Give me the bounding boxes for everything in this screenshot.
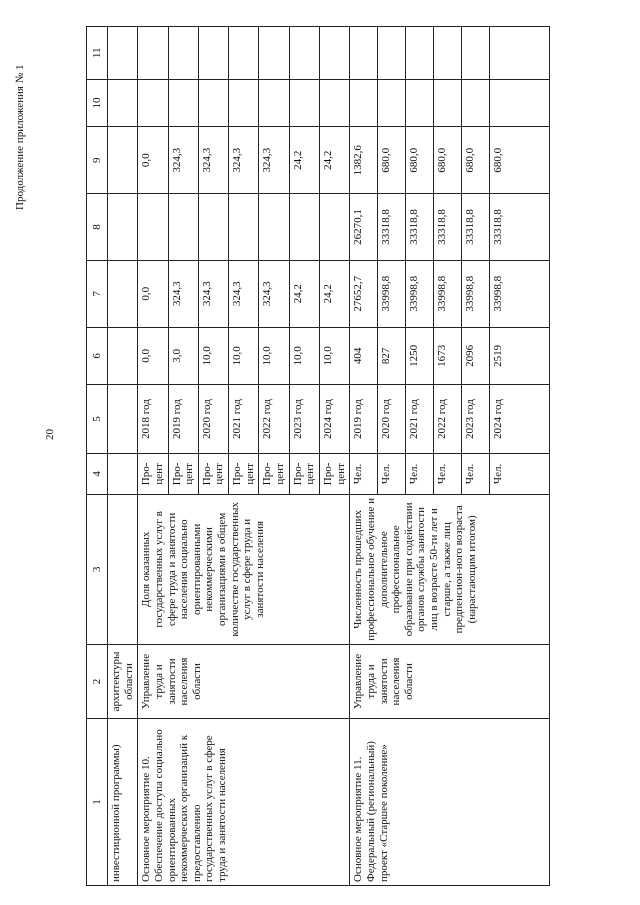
- value-cell: [198, 194, 228, 261]
- value-cell: 1382,6: [350, 127, 378, 194]
- value-cell: [229, 79, 259, 127]
- value-cell: 324,3: [168, 260, 198, 327]
- value-cell: [168, 27, 198, 80]
- unit-cell: Чел.: [378, 454, 406, 495]
- value-cell: 33318,8: [406, 194, 434, 261]
- carry-cell-1: инвестиционной программы): [108, 718, 138, 885]
- year-cell: 2018 год: [138, 384, 168, 453]
- value-cell: 24,2: [319, 127, 349, 194]
- unit-cell: Про-цент: [259, 454, 289, 495]
- value-cell: [490, 27, 550, 80]
- unit-cell: Чел.: [490, 454, 550, 495]
- value-cell: 33998,8: [490, 260, 550, 327]
- value-cell: [319, 194, 349, 261]
- value-cell: 404: [350, 327, 378, 384]
- column-number: 8: [87, 194, 108, 261]
- value-cell: [138, 79, 168, 127]
- year-cell: 2021 год: [229, 384, 259, 453]
- column-number-row: [87, 27, 108, 886]
- value-cell: 10,0: [259, 327, 289, 384]
- value-cell: 33998,8: [406, 260, 434, 327]
- value-cell: 27652,7: [350, 260, 378, 327]
- value-cell: [319, 27, 349, 80]
- value-cell: [259, 194, 289, 261]
- value-cell: 33318,8: [462, 194, 490, 261]
- column-number: 9: [87, 127, 108, 194]
- value-cell: 680,0: [378, 127, 406, 194]
- year-cell: 2020 год: [378, 384, 406, 453]
- value-cell: [434, 27, 462, 80]
- unit-cell: Чел.: [406, 454, 434, 495]
- value-cell: 33998,8: [434, 260, 462, 327]
- value-cell: 324,3: [229, 127, 259, 194]
- year-cell: 2022 год: [434, 384, 462, 453]
- value-cell: [259, 79, 289, 127]
- rotated-table-container: [86, 26, 636, 886]
- value-cell: [406, 27, 434, 80]
- year-cell: 2023 год: [462, 384, 490, 453]
- year-cell: 2022 год: [259, 384, 289, 453]
- measure-name: Основное мероприятие 11. Федеральный (региональный) проект «Старшее поколение»: [350, 718, 550, 885]
- value-cell: 324,3: [229, 260, 259, 327]
- column-number: 4: [87, 454, 108, 495]
- value-cell: [434, 79, 462, 127]
- value-cell: 33318,8: [434, 194, 462, 261]
- value-cell: [229, 194, 259, 261]
- unit-cell: Чел.: [350, 454, 378, 495]
- table-row: [350, 27, 378, 886]
- value-cell: 0,0: [138, 260, 168, 327]
- column-number: 3: [87, 494, 108, 644]
- value-cell: 324,3: [168, 127, 198, 194]
- value-cell: 680,0: [434, 127, 462, 194]
- value-cell: 10,0: [198, 327, 228, 384]
- value-cell: [378, 79, 406, 127]
- unit-cell: Про-цент: [168, 454, 198, 495]
- value-cell: [319, 79, 349, 127]
- value-cell: 10,0: [289, 327, 319, 384]
- value-cell: 680,0: [462, 127, 490, 194]
- value-cell: 324,3: [259, 260, 289, 327]
- value-cell: [198, 27, 228, 80]
- year-cell: 2024 год: [319, 384, 349, 453]
- value-cell: [289, 79, 319, 127]
- carry-over-row: [108, 27, 138, 886]
- year-cell: 2020 год: [198, 384, 228, 453]
- value-cell: [350, 27, 378, 80]
- unit-cell: Про-цент: [319, 454, 349, 495]
- value-cell: [490, 79, 550, 127]
- value-cell: 0,0: [138, 127, 168, 194]
- measure-executor: Управление труда и занятости населения области: [350, 645, 550, 719]
- value-cell: 680,0: [490, 127, 550, 194]
- value-cell: 33318,8: [490, 194, 550, 261]
- value-cell: [229, 27, 259, 80]
- measure-indicator: Доля оказанных государственных услуг в сфере труда и занятости населения социально ориентированными некоммерческими организациями в общем количестве государственных услуг в сфере труда и занятости населения: [138, 494, 350, 644]
- header-note: Продолжение приложения № 1: [14, 64, 26, 210]
- column-number: 11: [87, 27, 108, 80]
- value-cell: [168, 79, 198, 127]
- program-table: [86, 26, 550, 886]
- value-cell: 1673: [434, 327, 462, 384]
- value-cell: 10,0: [319, 327, 349, 384]
- value-cell: [462, 27, 490, 80]
- unit-cell: Про-цент: [229, 454, 259, 495]
- page-number: 20: [44, 429, 56, 440]
- value-cell: 33998,8: [462, 260, 490, 327]
- unit-cell: Про-цент: [138, 454, 168, 495]
- year-cell: 2021 год: [406, 384, 434, 453]
- unit-cell: Про-цент: [198, 454, 228, 495]
- measure-executor: Управление труда и занятости населения области: [138, 645, 350, 719]
- value-cell: [259, 27, 289, 80]
- value-cell: 0,0: [138, 327, 168, 384]
- value-cell: 680,0: [406, 127, 434, 194]
- value-cell: 2096: [462, 327, 490, 384]
- column-number: 10: [87, 79, 108, 127]
- year-cell: 2023 год: [289, 384, 319, 453]
- value-cell: 1250: [406, 327, 434, 384]
- value-cell: 26270,1: [350, 194, 378, 261]
- value-cell: 24,2: [289, 260, 319, 327]
- year-cell: 2019 год: [350, 384, 378, 453]
- value-cell: [289, 27, 319, 80]
- value-cell: 3,0: [168, 327, 198, 384]
- value-cell: [138, 27, 168, 80]
- value-cell: 2519: [490, 327, 550, 384]
- table-row: [138, 27, 168, 886]
- value-cell: 33318,8: [378, 194, 406, 261]
- value-cell: [462, 79, 490, 127]
- value-cell: [406, 79, 434, 127]
- column-number: 1: [87, 718, 108, 885]
- value-cell: [168, 194, 198, 261]
- value-cell: [138, 194, 168, 261]
- column-number: 2: [87, 645, 108, 719]
- column-number: 7: [87, 260, 108, 327]
- value-cell: 24,2: [289, 127, 319, 194]
- value-cell: 10,0: [229, 327, 259, 384]
- column-number: 5: [87, 384, 108, 453]
- carry-cell-2: архитектуры области: [108, 645, 138, 719]
- value-cell: 24,2: [319, 260, 349, 327]
- unit-cell: Чел.: [462, 454, 490, 495]
- value-cell: 827: [378, 327, 406, 384]
- value-cell: 324,3: [198, 127, 228, 194]
- value-cell: [289, 194, 319, 261]
- value-cell: [350, 79, 378, 127]
- measure-name: Основное мероприятие 10. Обеспечение доступа социально ориентированных некоммерческих организаций к предоставлению государственных услуг в сфере труда и занятости населения: [138, 718, 350, 885]
- value-cell: 324,3: [259, 127, 289, 194]
- value-cell: 33998,8: [378, 260, 406, 327]
- year-cell: 2019 год: [168, 384, 198, 453]
- unit-cell: Про-цент: [289, 454, 319, 495]
- value-cell: [378, 27, 406, 80]
- value-cell: [198, 79, 228, 127]
- value-cell: 324,3: [198, 260, 228, 327]
- year-cell: 2024 год: [490, 384, 550, 453]
- measure-indicator: Численность прошедших профессиональное обучение и дополнительное профессиональное образование при содействии органов службы занятости лиц в возрасте 50-ти лет и старше, а также лиц предпенсион-ного возраста (нарастающим итогом): [350, 494, 550, 644]
- unit-cell: Чел.: [434, 454, 462, 495]
- column-number: 6: [87, 327, 108, 384]
